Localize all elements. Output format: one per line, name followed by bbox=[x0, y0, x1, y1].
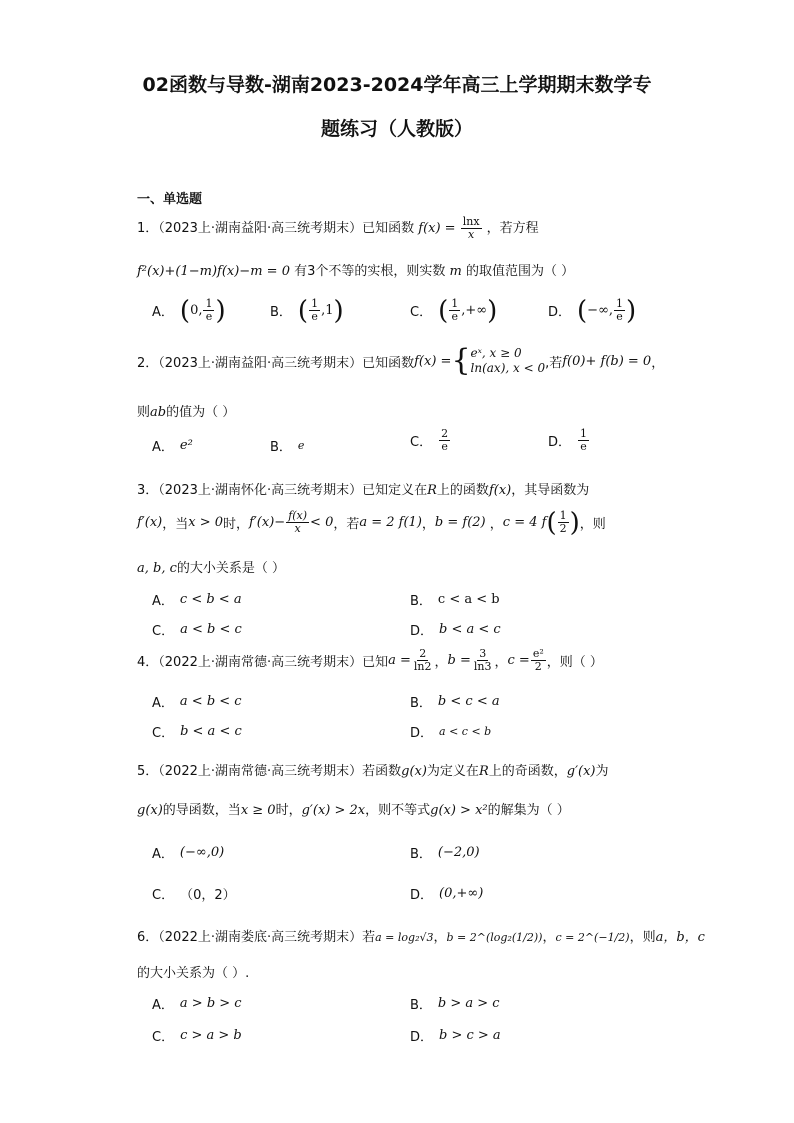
option-label: B． bbox=[410, 998, 432, 1013]
option-text: ,1 bbox=[321, 303, 334, 318]
case-2: ln(ax), x < 0 bbox=[470, 361, 546, 375]
question-3-c-def: c = 4 f bbox=[502, 515, 547, 530]
question-3-option-d[interactable] bbox=[410, 620, 501, 639]
question-2-line-2 bbox=[137, 401, 235, 420]
question-5-set: R bbox=[478, 764, 489, 779]
option-label: B． bbox=[410, 594, 432, 609]
fraction-numerator: 1 bbox=[559, 509, 567, 522]
case-1: eˣ, x ≥ 0 bbox=[470, 346, 522, 360]
question-2-variable: ab bbox=[150, 405, 167, 420]
option-label: C． bbox=[410, 435, 433, 450]
question-5-condition: x ≥ 0 bbox=[240, 803, 276, 818]
fraction-denominator: x bbox=[468, 228, 475, 241]
question-5-text-4: 的导函数，当 bbox=[162, 803, 241, 818]
question-5-func: g(x) bbox=[401, 764, 427, 779]
fraction-denominator: x bbox=[294, 522, 301, 535]
option-label: C． bbox=[152, 1030, 175, 1045]
question-6-text: ，则 bbox=[629, 930, 656, 945]
option-label: B． bbox=[270, 305, 292, 320]
question-3-set: R bbox=[427, 483, 437, 498]
question-3-condition: x > 0 bbox=[188, 515, 224, 530]
question-6-b: b = 2^(log₂(1/2)) bbox=[446, 931, 543, 944]
fraction-denominator: e bbox=[616, 310, 623, 323]
question-4-option-d[interactable] bbox=[410, 722, 491, 741]
option-label: A． bbox=[152, 594, 174, 609]
fraction-numerator: 1 bbox=[205, 297, 213, 310]
question-3-ask: 的大小关系是（ ） bbox=[176, 561, 286, 576]
option-text: b < c < a bbox=[437, 694, 500, 709]
question-6-c: c = 2^(−1/2) bbox=[555, 931, 630, 944]
question-6-vars: a，b，c bbox=[655, 930, 705, 945]
question-5-text-2: 上的奇函数， bbox=[488, 764, 567, 779]
option-text: a < b < c bbox=[179, 694, 242, 709]
question-3-derivative: f′(x) bbox=[137, 515, 163, 530]
question-2-text-end: 的值为（ ） bbox=[166, 405, 236, 420]
fraction-numerator: lnx bbox=[462, 215, 480, 228]
question-3-text-end: ，其导函数为 bbox=[511, 483, 590, 498]
option-text: (−∞,0) bbox=[179, 845, 225, 860]
option-text: a < b < c bbox=[180, 622, 242, 637]
question-5-line-1 bbox=[137, 760, 609, 779]
question-2-func: f(x) = bbox=[414, 353, 452, 369]
option-text: 0, bbox=[190, 303, 203, 318]
option-text: ,+∞ bbox=[461, 303, 488, 318]
question-1-option-a[interactable]: A． ( 0, $\frac{1}{e}$ ) bbox=[152, 295, 226, 326]
document-title-line-1: 02函数与导数-湖南2023-2024学年高三上学期期末数学专 bbox=[142, 74, 652, 96]
question-3-line-3 bbox=[137, 557, 285, 576]
question-5-text-6: ，则不等式 bbox=[365, 803, 431, 818]
question-5-text-3: 为 bbox=[595, 764, 609, 779]
question-5-option-d[interactable] bbox=[410, 884, 483, 903]
option-text: b > c > a bbox=[439, 1028, 501, 1043]
option-text: a > b > c bbox=[179, 996, 242, 1011]
fraction-denominator: e bbox=[580, 440, 587, 453]
option-label: B． bbox=[410, 847, 432, 862]
question-3-prefix: 3．（2023上·湖南怀化·高三统考期末）已知定义在 bbox=[137, 483, 428, 498]
question-2-option-c[interactable] bbox=[410, 428, 451, 453]
question-3-vars: a, b, c bbox=[137, 561, 177, 576]
question-3-expr: f′(x)− bbox=[249, 515, 286, 530]
fraction-numerator: 1 bbox=[311, 297, 319, 310]
fraction-numerator: e² bbox=[532, 647, 544, 660]
option-label: D． bbox=[410, 1030, 434, 1045]
fraction-numerator: 1 bbox=[580, 427, 588, 440]
question-3-option-a[interactable] bbox=[152, 590, 242, 609]
question-5-option-a[interactable] bbox=[152, 843, 224, 862]
question-1-option-d[interactable]: D． ( −∞, $\frac{1}{e}$ ) bbox=[548, 295, 637, 326]
fraction-denominator: 2 bbox=[534, 660, 542, 673]
question-4-option-a[interactable] bbox=[152, 692, 242, 711]
option-text: c < b < a bbox=[179, 592, 242, 607]
question-5-end: 的解集为（ ） bbox=[487, 803, 570, 818]
question-1-variable: m bbox=[449, 264, 462, 279]
question-6-option-a[interactable] bbox=[152, 994, 242, 1013]
option-label: C． bbox=[152, 726, 175, 741]
document-title-line-2: 题练习（人教版） bbox=[320, 118, 473, 140]
question-4-c: c = bbox=[507, 653, 530, 668]
fraction-numerator: 2 bbox=[419, 647, 427, 660]
fraction-denominator: e bbox=[451, 310, 458, 323]
question-2-option-b[interactable] bbox=[270, 436, 304, 455]
question-4-prefix: 4．（2022上·湖南常德·高三统考期末）已知 bbox=[137, 655, 389, 670]
question-6-a: a = log₂√3 bbox=[375, 931, 434, 944]
option-label: D． bbox=[410, 888, 434, 903]
question-3-text-2: 时， bbox=[223, 517, 250, 532]
question-2-prefix: 2．（2023上·湖南益阳·高三统考期末）已知函数 bbox=[137, 355, 415, 371]
question-3-func: f(x) bbox=[488, 483, 512, 498]
question-2-end: ， bbox=[651, 355, 665, 371]
option-text: e bbox=[297, 439, 305, 452]
fraction-denominator: 2 bbox=[559, 522, 567, 535]
question-3-line-2: f′(x) ，当 x > 0 时， f′(x)− $\frac{f(x)}{x}$ < 0 ，若 a = 2 f(1) ， b = f(2) ， c = 4 f ( $\frac{1}{2}$ ) ，则 bbox=[137, 507, 606, 538]
option-text: （0，2） bbox=[180, 888, 236, 903]
question-4-line-1: 4．（2022上·湖南常德·高三统考期末）已知 a = $\frac{2}{\ln 2}$ ， b = $\frac{3}{\ln 3}$ ， c = $\frac{\text{e²}}{2}$ ，则（ ） bbox=[137, 647, 603, 673]
option-label: C． bbox=[152, 888, 175, 903]
question-3-b-def: b = f(2) bbox=[434, 515, 486, 530]
question-6-line-1: 6．（2022上·湖南娄底·高三统考期末）若a = log₂√3，b = 2^(log₂(1/2))，c = 2^(−1/2)，则a，b，c bbox=[137, 930, 705, 945]
question-3-text: 上的函数 bbox=[436, 483, 489, 498]
fraction-denominator: e bbox=[441, 440, 448, 453]
section-heading: 一、单选题 bbox=[137, 192, 203, 207]
question-6-option-c[interactable] bbox=[152, 1026, 242, 1045]
question-3-text-3: ，若 bbox=[333, 517, 360, 532]
option-text: c > a > b bbox=[180, 1028, 242, 1043]
fraction-numerator: 3 bbox=[479, 647, 487, 660]
question-1-func: f(x) = bbox=[418, 221, 456, 236]
question-5-text: 为定义在 bbox=[426, 764, 479, 779]
option-label: C． bbox=[152, 624, 175, 639]
option-text: (0,+∞) bbox=[439, 886, 484, 901]
option-text: b < a < c bbox=[180, 724, 242, 739]
option-label: A． bbox=[152, 305, 174, 320]
option-label: B． bbox=[410, 696, 432, 711]
question-2-option-d[interactable] bbox=[548, 428, 590, 453]
option-label: D． bbox=[548, 435, 572, 450]
question-2-line-1: 2．（2023上·湖南益阳·高三统考期末）已知函数 f(x) = { eˣ, x ≥ 0 ln(ax), x < 0 ,若 f(0)+ f(b) = 0 ， bbox=[137, 343, 665, 378]
question-5-ineq: g′(x) > 2x bbox=[301, 803, 366, 818]
question-3-option-b[interactable] bbox=[410, 590, 500, 609]
question-1-line-2 bbox=[137, 260, 574, 279]
question-4-option-c[interactable] bbox=[152, 722, 242, 741]
question-5-option-c[interactable] bbox=[152, 884, 236, 903]
question-6-option-b[interactable] bbox=[410, 994, 500, 1013]
fraction-denominator: e bbox=[205, 310, 213, 323]
question-1-option-b[interactable]: B． ( $\frac{1}{e}$ ,1 ) bbox=[270, 295, 344, 326]
question-6-prefix: 6．（2022上·湖南娄底·高三统考期末）若 bbox=[137, 930, 376, 945]
question-2-text: 则 bbox=[137, 405, 151, 420]
question-5-ineq-2: g(x) > x² bbox=[430, 803, 488, 818]
question-4-b: b = bbox=[447, 653, 471, 668]
question-6-ask: 的大小关系为（ ）. bbox=[137, 966, 250, 981]
question-1-text: 有3个不等的实根，则实数 bbox=[294, 264, 446, 279]
option-label: A． bbox=[152, 998, 174, 1013]
question-3-text: ，当 bbox=[162, 517, 189, 532]
question-5-derivative: g′(x) bbox=[566, 764, 596, 779]
option-text: (−2,0) bbox=[437, 845, 480, 860]
option-label: A． bbox=[152, 847, 174, 862]
question-1-line-1 bbox=[137, 216, 539, 241]
fraction-numerator: 2 bbox=[441, 427, 449, 440]
option-label: B． bbox=[270, 440, 292, 455]
question-1-suffix: ，若方程 bbox=[486, 221, 539, 236]
option-label: A． bbox=[152, 440, 174, 455]
question-3-a-def: a = 2 f(1) bbox=[359, 515, 422, 530]
option-text: a < c < b bbox=[439, 725, 492, 738]
question-6-option-d[interactable] bbox=[410, 1026, 501, 1045]
question-6-line-2 bbox=[137, 962, 249, 981]
fraction-numerator: f(x) bbox=[288, 509, 308, 522]
option-label: A． bbox=[152, 696, 174, 711]
option-label: D． bbox=[410, 624, 434, 639]
question-2-option-a[interactable] bbox=[152, 436, 193, 455]
question-5-option-b[interactable] bbox=[410, 843, 480, 862]
question-3-text-end: ，则 bbox=[579, 517, 606, 532]
question-1-end: 的取值范围为（ ） bbox=[466, 264, 575, 279]
question-5-func-2: g(x) bbox=[137, 803, 163, 818]
question-3-option-c[interactable] bbox=[152, 620, 242, 639]
fraction-numerator: 1 bbox=[616, 297, 624, 310]
option-text: −∞, bbox=[587, 303, 614, 318]
question-3-line-1 bbox=[137, 479, 589, 498]
question-1-option-c[interactable]: C． ( $\frac{1}{e}$ ,+∞ ) bbox=[410, 295, 498, 326]
option-text: e² bbox=[179, 438, 193, 453]
question-1-equation: f²(x)+(1−m)f(x)−m = 0 bbox=[137, 264, 290, 279]
question-5-line-2 bbox=[137, 799, 570, 818]
question-4-end: ，则（ ） bbox=[546, 655, 603, 670]
question-4-option-b[interactable] bbox=[410, 692, 500, 711]
question-3-expr-end: < 0 bbox=[310, 515, 334, 530]
option-text: b < a < c bbox=[439, 622, 501, 637]
question-2-cases bbox=[471, 346, 546, 376]
option-label: D． bbox=[548, 305, 572, 320]
question-5-prefix: 5．（2022上·湖南常德·高三统考期末）若函数 bbox=[137, 764, 402, 779]
fraction-denominator: ln2 bbox=[413, 660, 432, 673]
fraction-numerator: 1 bbox=[451, 297, 459, 310]
option-label: C． bbox=[410, 305, 433, 320]
question-4-a: a = bbox=[388, 653, 411, 668]
option-text: b > a > c bbox=[437, 996, 500, 1011]
fraction-denominator: ln3 bbox=[473, 660, 492, 673]
question-2-mid: ,若 bbox=[545, 355, 563, 371]
question-1-prefix: 1．（2023上·湖南益阳·高三统考期末）已知函数 bbox=[137, 221, 415, 236]
option-text: c < a < b bbox=[437, 592, 500, 607]
fraction-denominator: e bbox=[311, 310, 318, 323]
option-label: D． bbox=[410, 726, 434, 741]
question-1-fraction bbox=[461, 216, 482, 241]
question-5-text-5: 时， bbox=[275, 803, 302, 818]
question-2-condition: f(0)+ f(b) = 0 bbox=[562, 353, 652, 369]
